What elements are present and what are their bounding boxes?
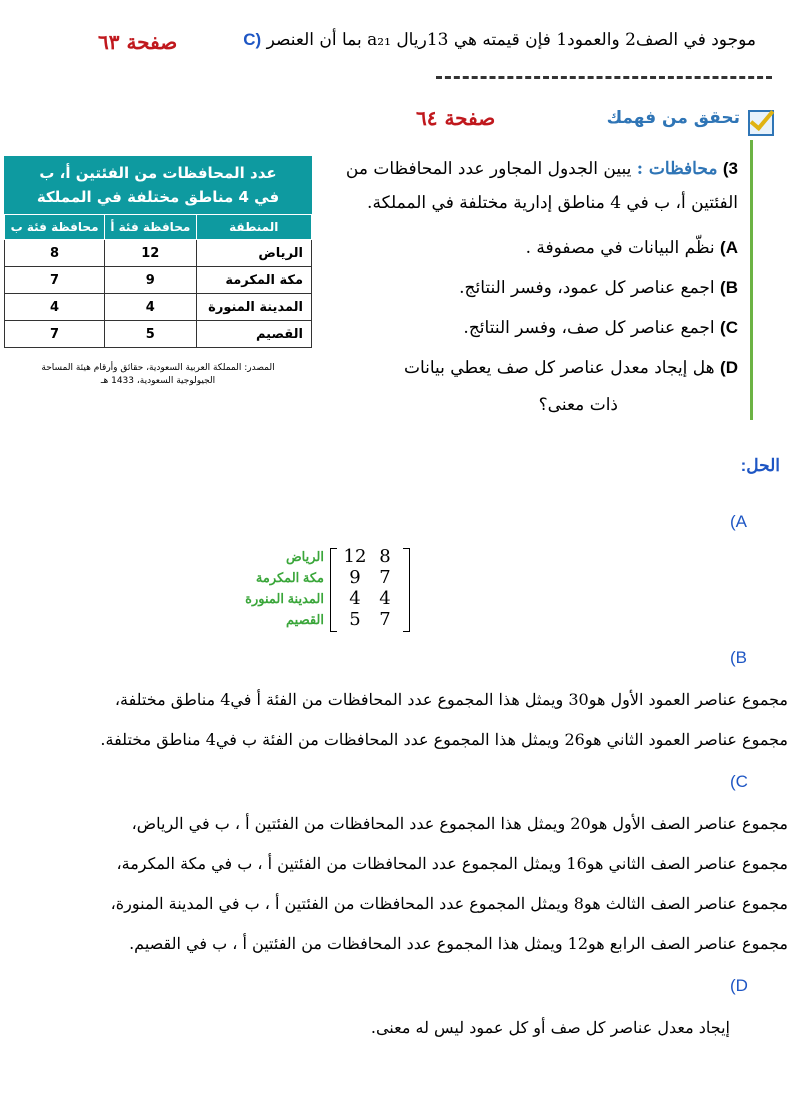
table-row [5,294,312,321]
matrix-row-labels [200,546,324,630]
matrix-label: الرياض [285,549,324,564]
matrix-row: 5 7 [349,609,391,630]
problem-statement [330,152,738,220]
solution-label: الحل: [740,456,780,475]
part-c-line4: مجموع عناصر الصف الرابع هو12 ويمثل هذا المجموع عدد المحافظات من الفئتين أ ، ب في القصيم. [129,934,788,953]
table-header-row [5,215,312,240]
dashed-divider [436,76,772,79]
part-d-label: (D [730,976,748,995]
top-letter: C) [243,30,262,49]
table-cell-b: 8 [5,240,105,267]
problem-item-d-cont: ذات معنى؟ [538,395,618,415]
table-title-line2: في 4 مناطق مختلفة في المملكة [36,188,280,206]
matrix-label: مكة المكرمة [255,570,324,585]
problem-items [318,228,738,422]
table-row [5,267,312,294]
checkbox-icon [748,110,774,136]
matrix-label: المدينة المنورة [245,591,324,606]
part-a-label: (A [730,512,747,531]
table-cell-region: المدينة المنورة [196,294,312,321]
check-title: تحقق من فهمك [606,108,740,128]
matrix-row: 4 4 [349,588,391,609]
page-ref-63: صفحة ٦٣ [98,30,178,54]
table-header-a: محافظة فئة أ [105,215,196,240]
table-row [5,240,312,267]
table-header-b: محافظة فئة ب [5,215,105,240]
table-cell-region: الرياض [196,240,312,267]
table-cell-a: 4 [105,294,196,321]
matrix-left-bracket [330,548,337,632]
top-statement [236,30,756,60]
problem-keyword: محافظات : [636,159,718,179]
problem-item-b: B) اجمع عناصر كل عمود، وفسر النتائج. [459,278,738,298]
table-source [4,362,312,388]
matrix-row: 9 7 [349,567,391,588]
part-c-line2: مجموع عناصر الصف الثاني هو16 ويمثل المجموع عدد المحافظات من الفئتين أ ، ب في مكة المكرمة، [116,854,788,873]
part-b-line1: مجموع عناصر العمود الأول هو30 ويمثل هذا المجموع عدد المحافظات من الفئة أ في4 مناطق مختلفة، [114,690,788,709]
problem-item-c: C) اجمع عناصر كل صف، وفسر النتائج. [463,318,738,338]
table-cell-a: 9 [105,267,196,294]
problem-intro-line1 [330,152,738,186]
part-c-line1: مجموع عناصر الصف الأول هو20 ويمثل هذا المجموع عدد المحافظات من الفئتين أ ، ب في الرياض، [131,814,788,833]
table-row [5,321,312,348]
data-table [4,156,312,348]
table-cell-a: 12 [105,240,196,267]
matrix-right-bracket [403,548,410,632]
table-source-line1: المصدر: المملكة العربية السعودية، حقائق وأرقام هيئة المساحة [41,363,275,373]
problem-intro-text1: يبين الجدول المجاور عدد المحافظات من [345,159,632,179]
table-cell-a: 5 [105,321,196,348]
section-side-line [750,140,753,420]
table-cell-b: 7 [5,321,105,348]
problem-intro-line2: الفئتين أ، ب في 4 مناطق إدارية مختلفة في المملكة. [367,193,738,213]
problem-number: 3) [722,159,738,178]
matrix-label: القصيم [286,612,324,627]
table-title-line1: عدد المحافظات من الفئتين أ، ب [39,164,277,182]
part-d-line: إيجاد معدل عناصر كل صف أو كل عمود ليس له معنى. [370,1018,730,1037]
table-cell-region: القصيم [196,321,312,348]
table-grid [4,214,312,348]
table-header-region: المنطقة [196,215,312,240]
part-b-line2: مجموع عناصر العمود الثاني هو26 ويمثل هذا المجموع عدد المحافظات من الفئة ب في4 مناطق مختلفة. [100,730,788,749]
page-ref-64: صفحة ٦٤ [416,106,496,130]
table-cell-b: 7 [5,267,105,294]
problem-item-a: A) نظّم البيانات في مصفوفة . [525,238,738,258]
problem-item-d: D) هل إيجاد معدل عناصر كل صف يعطي بيانات [403,358,738,378]
part-c-label: (C [730,772,748,791]
table-title [4,156,312,214]
matrix [330,546,410,634]
part-b-label: (B [730,648,747,667]
matrix-row: 12 8 [343,546,391,567]
table-cell-region: مكة المكرمة [196,267,312,294]
table-source-line2: الجيولوجية السعودية، 1433 هـ [100,376,216,386]
table-cell-b: 4 [5,294,105,321]
top-statement-text: بما أن العنصر a₂₁ موجود في الصف2 والعمود1 فإن قيمته هي 13ريال [266,30,756,50]
part-c-line3: مجموع عناصر الصف الثالث هو8 ويمثل المجموع عدد المحافظات من الفئتين أ ، ب في المدينة المنورة، [110,894,788,913]
